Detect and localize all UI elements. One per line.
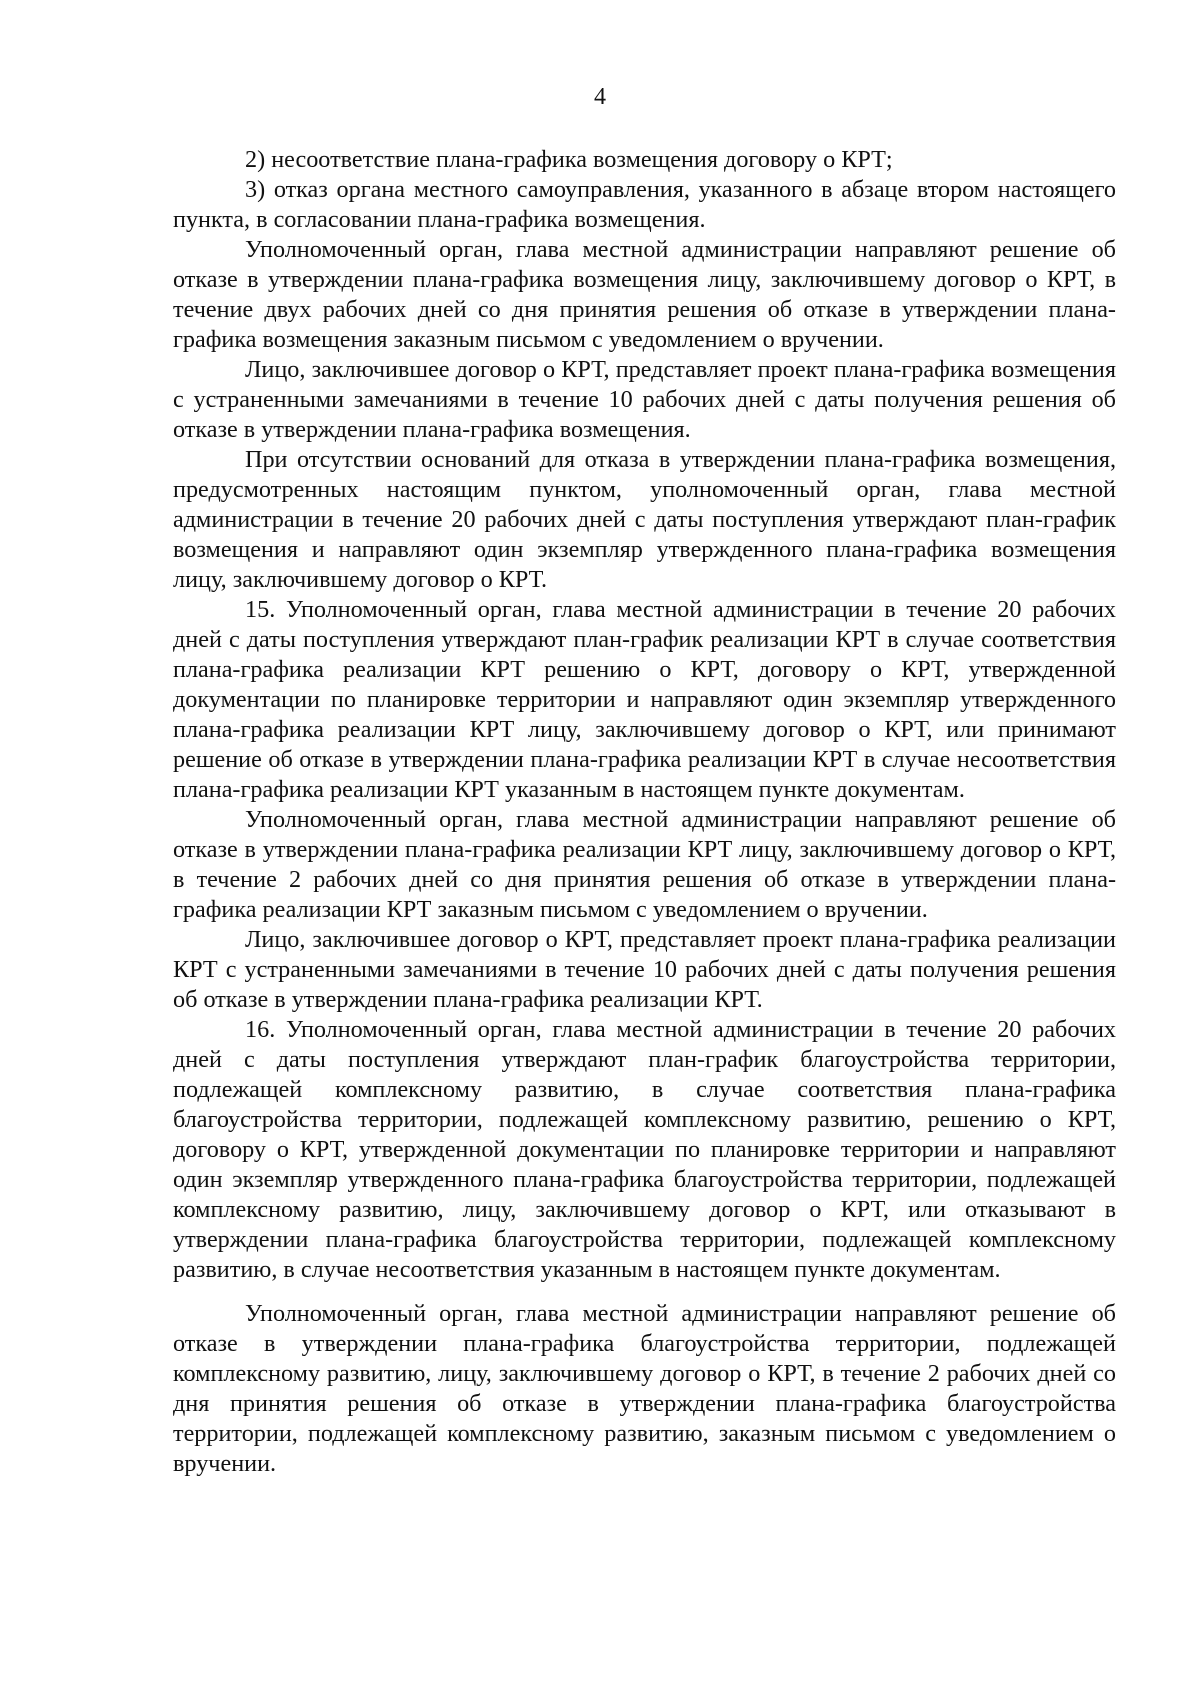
paragraph-section-15: 15. Уполномоченный орган, глава местной администрации в течение 20 рабочих дней с даты поступления утверждают план-график реализации КРТ в случае соответствия плана-графика реализации КРТ решению о КРТ, договору о КРТ, утвержденной документации по планировке территории и направляют один экземпляр утвержденного плана-графика реализации КРТ лицу, заключившему договор о КРТ, или принимают решение об отказе в утверждении плана-графика реализации КРТ в случае несоответствия плана-графика реализации КРТ указанным в настоящем пункте документам. <box>173 596 1116 803</box>
paragraph-resubmission: Лицо, заключившее договор о КРТ, представляет проект плана-графика возмещения с устраненными замечаниями в течение 10 рабочих дней с даты получения решения об отказе в утверждении плана-графика возмещения. <box>173 356 1116 443</box>
paragraph-section-15-refusal: Уполномоченный орган, глава местной администрации направляют решение об отказе в утверждении плана-графика реализации КРТ лицу, заключившему договор о КРТ, в течение 2 рабочих дней со дня принятия решения об отказе в утверждении плана-графика реализации КРТ заказным письмом с уведомлением о вручении. <box>173 806 1116 923</box>
paragraph-section-16: 16. Уполномоченный орган, глава местной администрации в течение 20 рабочих дней с даты поступления утверждают план-график благоустройства территории, подлежащей комплексному развитию, в случае соответствия плана-графика благоустройства территории, подлежащей комплексному развитию, решению о КРТ, договору о КРТ, утвержденной документации по планировке территории и направляют один экземпляр утвержденного плана-графика благоустройства территории, подлежащей комплексному развитию, лицу, заключившему договор о КРТ, или отказывают в утверждении плана-графика благоустройства территории, подлежащей комплексному развитию, в случае несоответствия указанным в настоящем пункте документам. <box>173 1016 1116 1283</box>
document-body <box>173 145 1116 1479</box>
paragraph-refusal-notice: Уполномоченный орган, глава местной администрации направляют решение об отказе в утверждении плана-графика возмещения лицу, заключившему договор о КРТ, в течение двух рабочих дней со дня принятия решения об отказе в утверждении плана-графика возмещения заказным письмом с уведомлением о вручении. <box>173 236 1116 353</box>
paragraph-section-16-refusal: Уполномоченный орган, глава местной администрации направляют решение об отказе в утверждении плана-графика благоустройства территории, подлежащей комплексному развитию, лицу, заключившему договор о КРТ, в течение 2 рабочих дней со дня принятия решения об отказе в утверждении плана-графика благоустройства территории, подлежащей комплексному развитию, заказным письмом с уведомлением о вручении. <box>173 1300 1116 1477</box>
paragraph-section-15-resubmission: Лицо, заключившее договор о КРТ, представляет проект плана-графика реализации КРТ с устраненными замечаниями в течение 10 рабочих дней с даты получения решения об отказе в утверждении плана-графика реализации КРТ. <box>173 926 1116 1013</box>
page-number: 4 <box>594 84 606 110</box>
paragraph-approval: При отсутствии оснований для отказа в утверждении плана-графика возмещения, предусмотренных настоящим пунктом, уполномоченный орган, глава местной администрации в течение 20 рабочих дней с даты поступления утверждают план-график возмещения и направляют один экземпляр утвержденного плана-графика возмещения лицу, заключившему договор о КРТ. <box>173 446 1116 593</box>
paragraph-item-2: 2) несоответствие плана-графика возмещения договору о КРТ; <box>245 146 893 173</box>
paragraph-item-3: 3) отказ органа местного самоуправления, указанного в абзаце втором настоящего пункта, в согласовании плана-графика возмещения. <box>173 176 1116 233</box>
